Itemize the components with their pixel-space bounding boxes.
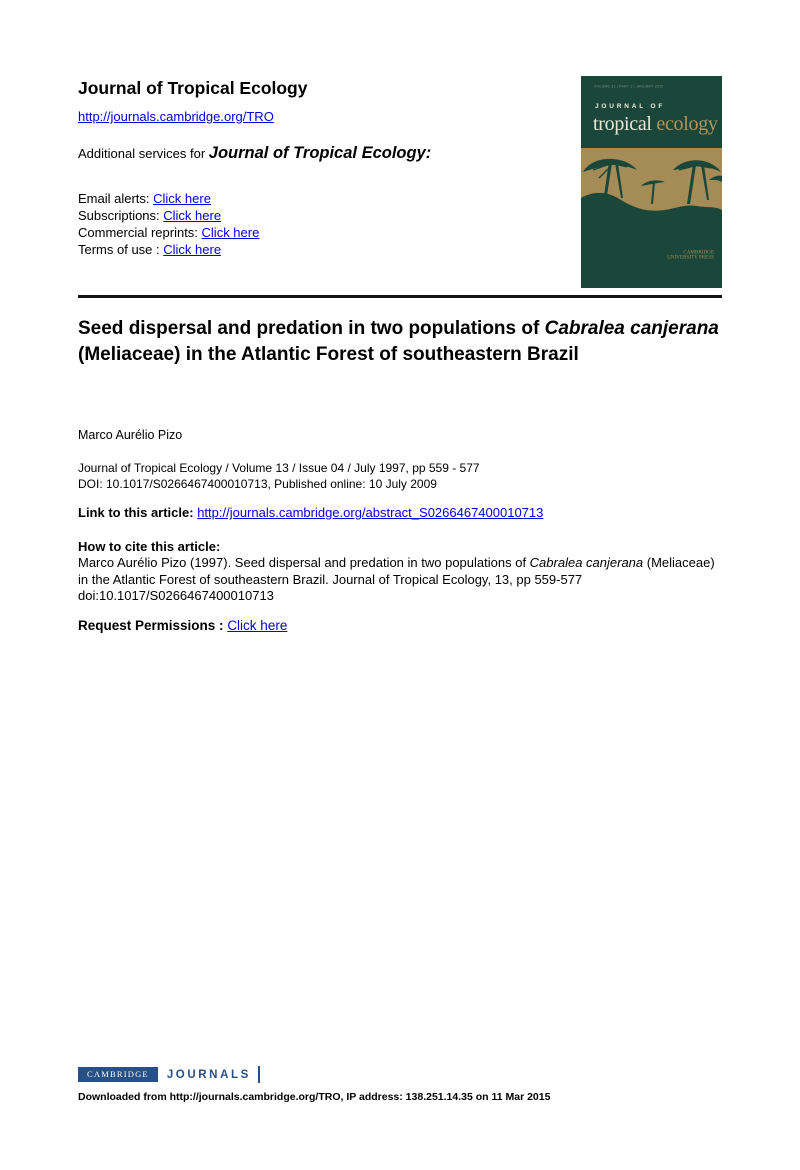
cover-publisher-line2: UNIVERSITY PRESS (667, 255, 714, 261)
author-name: Marco Aurélio Pizo (78, 428, 183, 442)
request-permissions-line (78, 618, 287, 633)
article-abstract-link[interactable]: http://journals.cambridge.org/abstract_S0266467400010713 (197, 505, 544, 520)
request-permissions-label: Request Permissions : (78, 618, 228, 633)
cover-publisher-line1: CAMBRIDGE (683, 250, 714, 256)
article-title-part1: Seed dispersal and predation in two populations of (78, 318, 545, 339)
request-permissions-link[interactable]: Click here (227, 618, 288, 633)
journal-url-link[interactable]: http://journals.cambridge.org/TRO (78, 109, 274, 124)
service-label: Terms of use : (78, 242, 164, 257)
doi-line: DOI: 10.1017/S0266467400010713, Published online: 10 July 2009 (78, 477, 437, 491)
logo-divider-bar (258, 1066, 260, 1083)
subscriptions-link[interactable]: Click here (163, 208, 222, 223)
journal-title: Journal of Tropical Ecology (78, 78, 308, 98)
cover-publisher-logo (667, 250, 714, 260)
additional-services-journal-name: Journal of Tropical Ecology: (208, 144, 432, 162)
cambridge-logo-box: CAMBRIDGE (78, 1067, 158, 1082)
cover-masthead-top: JOURNAL OF (595, 103, 666, 110)
article-title-species-italic: Cabralea canjerana (544, 318, 719, 339)
article-meta (78, 460, 480, 492)
article-title-part2: (Meliaceae) in the Atlantic Forest of southeastern Brazil (78, 343, 579, 365)
service-line-subscriptions (78, 207, 259, 224)
citation-part1: Marco Aurélio Pizo (1997). Seed dispersal and predation in two populations of (78, 555, 530, 571)
service-label: Subscriptions: (78, 208, 164, 223)
additional-services-line (78, 144, 431, 163)
service-line-commercial-reprints (78, 224, 259, 241)
service-line-terms-of-use (78, 241, 259, 258)
journals-logo-text: JOURNALS (166, 1068, 251, 1081)
services-list (78, 190, 259, 258)
link-to-article-label: Link to this article: (78, 505, 198, 520)
email-alerts-link[interactable]: Click here (153, 191, 211, 206)
download-info-line: Downloaded from http://journals.cambridge.org/TRO, IP address: 138.251.14.35 on 11 Mar 2015 (78, 1091, 551, 1103)
savanna-trees-illustration (581, 148, 722, 236)
cover-masthead-word-ecology: ecology (656, 113, 718, 135)
journal-cover-image (581, 76, 722, 288)
cambridge-journals-logo (78, 1066, 260, 1083)
cover-issue-line: VOLUME 31 | PART 1 | JANUARY 2015 (594, 85, 664, 89)
volume-issue-line: Journal of Tropical Ecology / Volume 13 / Issue 04 / July 1997, pp 559 - 577 (78, 461, 480, 475)
commercial-reprints-link[interactable]: Click here (201, 225, 260, 240)
service-label: Commercial reprints: (78, 225, 202, 240)
citation-species-italic: Cabralea canjerana (529, 555, 644, 571)
service-line-email-alerts (78, 190, 259, 207)
service-label: Email alerts: (78, 191, 154, 206)
terms-of-use-link[interactable]: Click here (163, 242, 222, 257)
additional-services-prefix: Additional services for (78, 146, 209, 161)
link-to-article-line (78, 505, 543, 520)
cover-masthead-title (593, 113, 718, 136)
horizontal-divider (78, 295, 722, 298)
citation-block (78, 539, 723, 604)
citation-part2: (Meliaceae) in the Atlantic Forest of southeastern Brazil. Journal of Tropical Ecology, 13, pp 559-577 doi:10.1017/S0266467400010713 (78, 555, 715, 603)
cover-masthead-word-tropical: tropical (593, 113, 657, 135)
article-title (78, 316, 726, 367)
how-to-cite-heading: How to cite this article: (78, 539, 221, 554)
